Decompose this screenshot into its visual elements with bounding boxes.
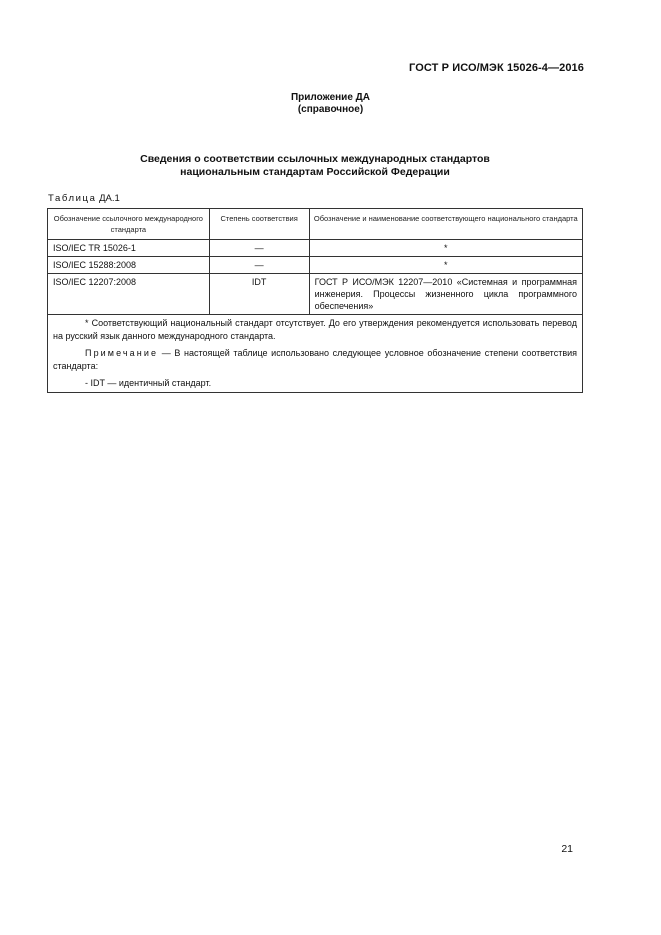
note-label: Примечание [85,348,159,358]
table-caption-number: ДА.1 [99,193,120,204]
annex-heading [0,92,661,116]
correspondence-table [47,208,583,393]
table-notes [48,315,583,393]
page-number: 21 [561,843,573,855]
table-footnote: * Соответствующий национальный стандарт отсутствует. До его утверждения рекомендуется использовать перевод на русский язык данного международного стандарта. [53,318,577,341]
table-row [48,240,583,257]
column-header-national: Обозначение и наименование соответствующего национального стандарта [309,209,582,240]
cell-reference: ISO/IEC 15288:2008 [48,257,210,274]
annex-section-title [0,153,630,179]
note-text: — В настоящей таблице использовано следующее условное обозначение степени соответствия стандарта: [53,348,577,371]
annex-subtitle: (справочное) [297,104,364,115]
annex-title: Приложение ДА [290,92,371,103]
table-caption-word: Таблица [48,193,97,204]
document-code: ГОСТ Р ИСО/МЭК 15026-4—2016 [409,62,584,74]
annex-section-title-line1: Сведения о соответствии ссылочных международных стандартов [140,153,490,165]
table-row [48,274,583,315]
table-note [53,347,577,372]
table-header-row [48,209,583,240]
column-header-reference: Обозначение ссылочного международного стандарта [48,209,210,240]
cell-reference: ISO/IEC TR 15026-1 [48,240,210,257]
cell-national: ГОСТ Р ИСО/МЭК 12207—2010 «Системная и программная инженерия. Процессы жизненного цикла программного обеспечения» [309,274,582,315]
table-caption [48,193,120,204]
cell-degree: — [209,257,309,274]
table-notes-row [48,315,583,393]
cell-national: * [309,240,582,257]
cell-degree: IDT [209,274,309,315]
column-header-degree: Степень соответствия [209,209,309,240]
cell-national: * [309,257,582,274]
cell-reference: ISO/IEC 12207:2008 [48,274,210,315]
note-list-item: - IDT — идентичный стандарт. [85,378,212,388]
cell-degree: — [209,240,309,257]
annex-section-title-line2: национальным стандартам Российской Федерации [180,166,450,178]
table-row [48,257,583,274]
